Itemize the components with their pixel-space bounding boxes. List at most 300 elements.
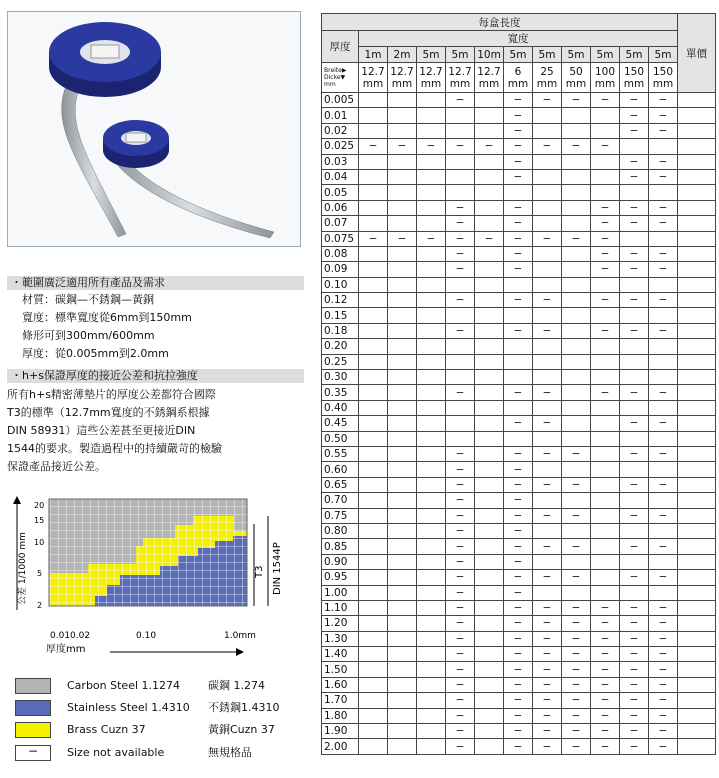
- thickness-value: 0.40: [322, 400, 359, 415]
- table-cell: [359, 339, 388, 354]
- table-cell: [417, 431, 446, 446]
- table-header: [322, 14, 716, 93]
- not-available-cell: −: [649, 246, 678, 261]
- not-available-cell: −: [388, 139, 417, 154]
- table-cell: [417, 446, 446, 461]
- table-cell: [591, 477, 620, 492]
- not-available-cell: −: [504, 631, 533, 646]
- table-cell: [620, 585, 649, 600]
- price-cell: [678, 385, 716, 400]
- table-row: [322, 616, 716, 631]
- thickness-value: 0.08: [322, 246, 359, 261]
- not-available-cell: −: [446, 616, 475, 631]
- feature-thickness: 厚度：從0.005mm到2.0mm: [22, 347, 169, 360]
- table-row: [322, 323, 716, 338]
- price-cell: [678, 570, 716, 585]
- not-available-cell: −: [620, 477, 649, 492]
- table-cell: [591, 416, 620, 431]
- box-length-title: 每盒長度: [322, 14, 678, 31]
- table-cell: [649, 493, 678, 508]
- table-row: [322, 246, 716, 261]
- table-row: [322, 508, 716, 523]
- table-cell: [475, 570, 504, 585]
- table-cell: [359, 446, 388, 461]
- thickness-value: 0.06: [322, 200, 359, 215]
- table-cell: [359, 262, 388, 277]
- table-cell: [562, 200, 591, 215]
- table-cell: [359, 308, 388, 323]
- not-available-cell: −: [562, 139, 591, 154]
- y-axis-label: 公差 1/1000 mm: [18, 532, 28, 605]
- table-cell: [649, 554, 678, 569]
- table-cell: [388, 385, 417, 400]
- not-available-cell: −: [446, 647, 475, 662]
- thickness-value: 0.01: [322, 108, 359, 123]
- table-cell: [475, 354, 504, 369]
- features-heading-2: ・h+s保證厚度的接近公差和抗拉強度: [7, 369, 304, 383]
- not-available-cell: −: [620, 600, 649, 615]
- table-row: [322, 277, 716, 292]
- table-cell: [475, 585, 504, 600]
- table-cell: [649, 400, 678, 415]
- table-cell: [417, 539, 446, 554]
- width-value-header: 50 mm: [562, 63, 591, 93]
- table-row: [322, 93, 716, 108]
- table-cell: [533, 339, 562, 354]
- table-cell: [620, 523, 649, 538]
- not-available-cell: −: [504, 293, 533, 308]
- not-available-cell: −: [504, 739, 533, 754]
- table-cell: [359, 708, 388, 723]
- not-available-cell: −: [620, 200, 649, 215]
- not-available-cell: −: [649, 154, 678, 169]
- not-available-cell: −: [620, 385, 649, 400]
- table-cell: [388, 108, 417, 123]
- not-available-cell: −: [533, 570, 562, 585]
- table-cell: [475, 662, 504, 677]
- table-cell: [562, 262, 591, 277]
- table-cell: [649, 585, 678, 600]
- swatch-brass: [15, 722, 51, 738]
- not-available-cell: −: [504, 93, 533, 108]
- table-cell: [417, 508, 446, 523]
- table-cell: [417, 477, 446, 492]
- table-cell: [475, 154, 504, 169]
- table-cell: [475, 323, 504, 338]
- not-available-cell: −: [475, 231, 504, 246]
- thickness-value: 0.10: [322, 277, 359, 292]
- table-cell: [475, 400, 504, 415]
- length-header: 1m: [359, 47, 388, 63]
- table-cell: [388, 246, 417, 261]
- table-cell: [591, 339, 620, 354]
- table-cell: [504, 400, 533, 415]
- length-header: 5m: [620, 47, 649, 63]
- thickness-value: 1.50: [322, 662, 359, 677]
- x-axis-label: 厚度mm: [46, 644, 86, 655]
- table-cell: [388, 647, 417, 662]
- table-cell: [475, 416, 504, 431]
- table-cell: [649, 277, 678, 292]
- table-cell: [417, 93, 446, 108]
- not-available-cell: −: [504, 662, 533, 677]
- width-value-header: 6 mm: [504, 63, 533, 93]
- not-available-cell: −: [649, 446, 678, 461]
- table-cell: [359, 277, 388, 292]
- table-cell: [475, 446, 504, 461]
- thickness-value: 2.00: [322, 739, 359, 754]
- table-cell: [475, 600, 504, 615]
- thickness-value: 0.60: [322, 462, 359, 477]
- table-cell: [591, 108, 620, 123]
- table-cell: [359, 647, 388, 662]
- price-table: [321, 13, 716, 755]
- not-available-cell: −: [446, 585, 475, 600]
- table-cell: [475, 523, 504, 538]
- table-cell: [417, 493, 446, 508]
- table-cell: [562, 277, 591, 292]
- table-row: [322, 431, 716, 446]
- table-cell: [388, 708, 417, 723]
- table-cell: [562, 185, 591, 200]
- table-row: [322, 600, 716, 615]
- table-cell: [359, 662, 388, 677]
- table-cell: [417, 570, 446, 585]
- price-cell: [678, 262, 716, 277]
- not-available-cell: −: [417, 139, 446, 154]
- table-cell: [591, 400, 620, 415]
- table-cell: [388, 293, 417, 308]
- not-available-cell: −: [649, 570, 678, 585]
- table-cell: [562, 370, 591, 385]
- table-cell: [388, 739, 417, 754]
- table-cell: [417, 262, 446, 277]
- table-row: [322, 477, 716, 492]
- table-cell: [417, 600, 446, 615]
- not-available-cell: −: [533, 647, 562, 662]
- not-available-cell: −: [562, 708, 591, 723]
- price-cell: [678, 370, 716, 385]
- thickness-value: 0.025: [322, 139, 359, 154]
- thickness-value: 0.70: [322, 493, 359, 508]
- table-cell: [388, 523, 417, 538]
- table-cell: [649, 523, 678, 538]
- not-available-cell: −: [388, 231, 417, 246]
- not-available-cell: −: [504, 416, 533, 431]
- not-available-cell: −: [562, 693, 591, 708]
- length-header: 10m: [475, 47, 504, 63]
- price-cell: [678, 600, 716, 615]
- not-available-cell: −: [620, 616, 649, 631]
- table-cell: [388, 539, 417, 554]
- thickness-value: 0.95: [322, 570, 359, 585]
- table-cell: [562, 339, 591, 354]
- table-cell: [359, 462, 388, 477]
- table-cell: [388, 570, 417, 585]
- table-cell: [591, 523, 620, 538]
- table-row: [322, 108, 716, 123]
- table-cell: [475, 631, 504, 646]
- table-cell: [417, 169, 446, 184]
- length-header: 5m: [591, 47, 620, 63]
- table-cell: [446, 185, 475, 200]
- table-cell: [620, 493, 649, 508]
- price-cell: [678, 231, 716, 246]
- table-body: [322, 93, 716, 755]
- table-cell: [475, 493, 504, 508]
- thickness-value: 0.50: [322, 431, 359, 446]
- length-header: 5m: [446, 47, 475, 63]
- not-available-cell: −: [504, 446, 533, 461]
- table-row: [322, 724, 716, 739]
- price-cell: [678, 354, 716, 369]
- not-available-cell: −: [446, 200, 475, 215]
- table-cell: [620, 277, 649, 292]
- table-cell: [620, 462, 649, 477]
- not-available-cell: −: [446, 93, 475, 108]
- thickness-value: 0.20: [322, 339, 359, 354]
- table-cell: [649, 339, 678, 354]
- not-available-cell: −: [446, 570, 475, 585]
- table-cell: [417, 385, 446, 400]
- not-available-cell: −: [446, 554, 475, 569]
- not-available-cell: −: [591, 693, 620, 708]
- table-cell: [591, 123, 620, 138]
- table-cell: [388, 477, 417, 492]
- table-cell: [446, 108, 475, 123]
- not-available-cell: −: [649, 216, 678, 231]
- table-cell: [533, 216, 562, 231]
- not-available-cell: −: [620, 108, 649, 123]
- table-cell: [649, 354, 678, 369]
- table-cell: [475, 123, 504, 138]
- table-cell: [475, 293, 504, 308]
- table-cell: [359, 724, 388, 739]
- table-row: [322, 416, 716, 431]
- not-available-cell: −: [359, 231, 388, 246]
- table-cell: [446, 154, 475, 169]
- table-cell: [446, 370, 475, 385]
- table-cell: [359, 246, 388, 261]
- table-cell: [388, 123, 417, 138]
- thickness-value: 0.85: [322, 539, 359, 554]
- not-available-cell: −: [562, 677, 591, 692]
- not-available-cell: −: [533, 323, 562, 338]
- not-available-cell: −: [591, 662, 620, 677]
- y-tick-2: 2: [37, 601, 43, 610]
- not-available-cell: −: [504, 262, 533, 277]
- table-cell: [359, 93, 388, 108]
- table-cell: [417, 462, 446, 477]
- not-available-cell: −: [620, 570, 649, 585]
- not-available-cell: −: [446, 493, 475, 508]
- not-available-cell: −: [446, 216, 475, 231]
- table-cell: [475, 262, 504, 277]
- table-cell: [446, 169, 475, 184]
- table-cell: [359, 416, 388, 431]
- not-available-cell: −: [620, 724, 649, 739]
- not-available-cell: −: [591, 647, 620, 662]
- not-available-cell: −: [533, 508, 562, 523]
- table-cell: [475, 339, 504, 354]
- table-cell: [562, 554, 591, 569]
- not-available-cell: −: [620, 416, 649, 431]
- table-cell: [388, 262, 417, 277]
- not-available-cell: −: [649, 385, 678, 400]
- not-available-cell: −: [504, 246, 533, 261]
- table-cell: [533, 400, 562, 415]
- table-cell: [359, 477, 388, 492]
- table-cell: [388, 554, 417, 569]
- x-tick-3: 1.0mm: [224, 631, 256, 641]
- price-cell: [678, 693, 716, 708]
- table-cell: [417, 739, 446, 754]
- table-cell: [359, 493, 388, 508]
- not-available-cell: −: [504, 585, 533, 600]
- not-available-cell: −: [620, 293, 649, 308]
- table-cell: [504, 339, 533, 354]
- table-row: [322, 462, 716, 477]
- table-cell: [388, 400, 417, 415]
- table-cell: [591, 169, 620, 184]
- not-available-cell: −: [533, 446, 562, 461]
- not-available-cell: −: [649, 123, 678, 138]
- not-available-cell: −: [504, 647, 533, 662]
- price-cell: [678, 277, 716, 292]
- table-cell: [388, 693, 417, 708]
- not-available-cell: −: [504, 539, 533, 554]
- width-value-header: 12.7 mm: [417, 63, 446, 93]
- thickness-value: 0.65: [322, 477, 359, 492]
- thickness-value: 1.30: [322, 631, 359, 646]
- features-heading-1: ・範圍廣泛適用所有產品及需求: [7, 276, 304, 290]
- table-cell: [417, 647, 446, 662]
- table-row: [322, 200, 716, 215]
- table-cell: [504, 308, 533, 323]
- table-cell: [533, 262, 562, 277]
- table-cell: [388, 416, 417, 431]
- not-available-cell: −: [591, 231, 620, 246]
- thickness-value: 0.90: [322, 554, 359, 569]
- not-available-cell: −: [649, 647, 678, 662]
- price-cell: [678, 677, 716, 692]
- not-available-cell: −: [446, 677, 475, 692]
- table-row: [322, 293, 716, 308]
- price-cell: [678, 462, 716, 477]
- table-cell: [359, 323, 388, 338]
- din-label: DIN 1544P: [272, 542, 283, 595]
- table-cell: [388, 724, 417, 739]
- price-cell: [678, 200, 716, 215]
- table-cell: [446, 339, 475, 354]
- table-cell: [388, 631, 417, 646]
- length-header: 2m: [388, 47, 417, 63]
- not-available-cell: −: [533, 139, 562, 154]
- table-cell: [388, 200, 417, 215]
- table-cell: [475, 708, 504, 723]
- price-cell: [678, 308, 716, 323]
- thickness-value: 1.70: [322, 693, 359, 708]
- table-cell: [533, 462, 562, 477]
- table-cell: [417, 554, 446, 569]
- table-cell: [533, 585, 562, 600]
- not-available-cell: −: [620, 93, 649, 108]
- not-available-cell: −: [504, 477, 533, 492]
- not-available-cell: −: [446, 631, 475, 646]
- table-cell: [533, 246, 562, 261]
- not-available-cell: −: [620, 323, 649, 338]
- table-cell: [388, 185, 417, 200]
- table-row: [322, 154, 716, 169]
- not-available-cell: −: [533, 693, 562, 708]
- price-cell: [678, 93, 716, 108]
- table-row: [322, 554, 716, 569]
- table-cell: [388, 585, 417, 600]
- table-cell: [417, 185, 446, 200]
- not-available-cell: −: [649, 293, 678, 308]
- thickness-value: 0.30: [322, 370, 359, 385]
- thickness-value: 1.60: [322, 677, 359, 692]
- table-cell: [475, 185, 504, 200]
- table-cell: [591, 446, 620, 461]
- table-cell: [533, 200, 562, 215]
- table-cell: [475, 462, 504, 477]
- not-available-cell: −: [649, 693, 678, 708]
- table-row: [322, 493, 716, 508]
- price-cell: [678, 631, 716, 646]
- table-cell: [562, 431, 591, 446]
- not-available-cell: −: [446, 539, 475, 554]
- table-row: [322, 677, 716, 692]
- not-available-cell: −: [446, 662, 475, 677]
- table-row: [322, 139, 716, 154]
- table-cell: [591, 277, 620, 292]
- table-cell: [533, 554, 562, 569]
- width-value-header: 25 mm: [533, 63, 562, 93]
- table-cell: [475, 169, 504, 184]
- table-cell: [417, 216, 446, 231]
- table-cell: [359, 108, 388, 123]
- table-cell: [649, 231, 678, 246]
- table-cell: [533, 354, 562, 369]
- not-available-cell: −: [562, 570, 591, 585]
- table-cell: [359, 216, 388, 231]
- table-cell: [591, 370, 620, 385]
- tolerance-paragraph: 所有h+s精密薄墊片的厚度公差都符合國際 T3的標準（12.7mm寬度的不銹鋼系根據 DIN 58931）這些公差甚至更接近DIN 1544的要求。製造過程中的持續嚴苛的檢驗 保證產品接近公差。: [7, 388, 222, 473]
- table-cell: [562, 323, 591, 338]
- not-available-cell: −: [475, 139, 504, 154]
- not-available-cell: −: [504, 523, 533, 538]
- swatch-stainless: [15, 700, 51, 716]
- not-available-cell: −: [620, 216, 649, 231]
- table-cell: [533, 185, 562, 200]
- not-available-cell: −: [562, 446, 591, 461]
- not-available-cell: −: [620, 123, 649, 138]
- not-available-cell: −: [533, 539, 562, 554]
- table-cell: [359, 523, 388, 538]
- table-row: [322, 339, 716, 354]
- not-available-cell: −: [649, 724, 678, 739]
- x-tick-1: 0.02: [70, 631, 91, 641]
- price-cell: [678, 323, 716, 338]
- not-available-cell: −: [446, 523, 475, 538]
- table-cell: [359, 600, 388, 615]
- feature-width: 寬度：標準寬度從6mm到150mm: [22, 311, 192, 324]
- not-available-cell: −: [533, 231, 562, 246]
- not-available-cell: −: [591, 200, 620, 215]
- table-cell: [533, 123, 562, 138]
- price-cell: [678, 539, 716, 554]
